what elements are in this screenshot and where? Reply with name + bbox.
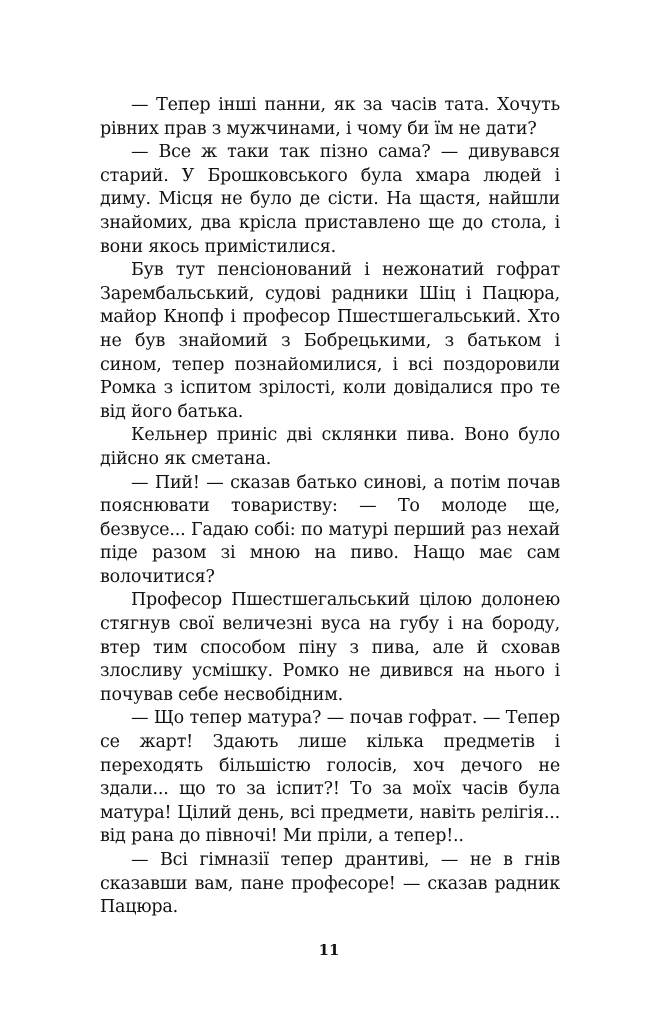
paragraph: Професор Пшестшегальський цілою долонею стягнув свої величезні вуса на губу і на бороду, втер тим способом піну з пива, але й сховав злосливу усмішку. Ромко не дивився на нього і почував себе несвобідним. (100, 590, 560, 705)
paragraph: — Пий! — сказав батько синові, а потім почав пояснювати товариству: — То молоде ще, безвусе... Гадаю собі: по матурі перший раз нехай піде разом зі мною на пиво. Нащо має сам волочитися? (100, 472, 560, 587)
paragraph: Був тут пенсіонований і нежонатий гофрат Зарембальський, судові радники Шіц і Пацюра, майор Кнопф і професор Пшестшегальський. Хто не був знайомий з Бобрецькими, з батьком і сином, тепер познайомилися, і всі поздоровили Ромка з іспитом зрілості, коли довідалися про те від його батька. (100, 260, 560, 422)
page-number: 11 (318, 941, 340, 959)
page-body-text (100, 94, 560, 920)
paragraph: — Все ж таки так пізно сама? — дивувався старий. У Брошковського була хмара людей і диму. Місця не було де сісти. На щастя, найшли знайомих, два крісла приставлено ще до стола, і вони якось примістилися. (100, 142, 560, 257)
paragraph: — Тепер інші панни, як за часів тата. Хочуть рівних прав з мужчинами, і чому би їм не дати? (100, 95, 560, 139)
paragraph: — Що тепер матура? — почав гофрат. — Тепер се жарт! Здають лише кілька предметів і переходять більшістю голосів, хоч дечого не здали... що то за іспит?! То за моїх часів була матура! Цілий день, всі предмети, навіть релігія... від рана до півночі! Ми пріли, а тепер!.. (100, 708, 560, 847)
paragraph: — Всі гімназії тепер дрантиві, — не в гнів сказавши вам, пане професоре! — сказав радник Пацюра. (100, 850, 560, 918)
paragraph: Кельнер приніс дві склянки пива. Воно було дійсно як сметана. (100, 425, 560, 469)
